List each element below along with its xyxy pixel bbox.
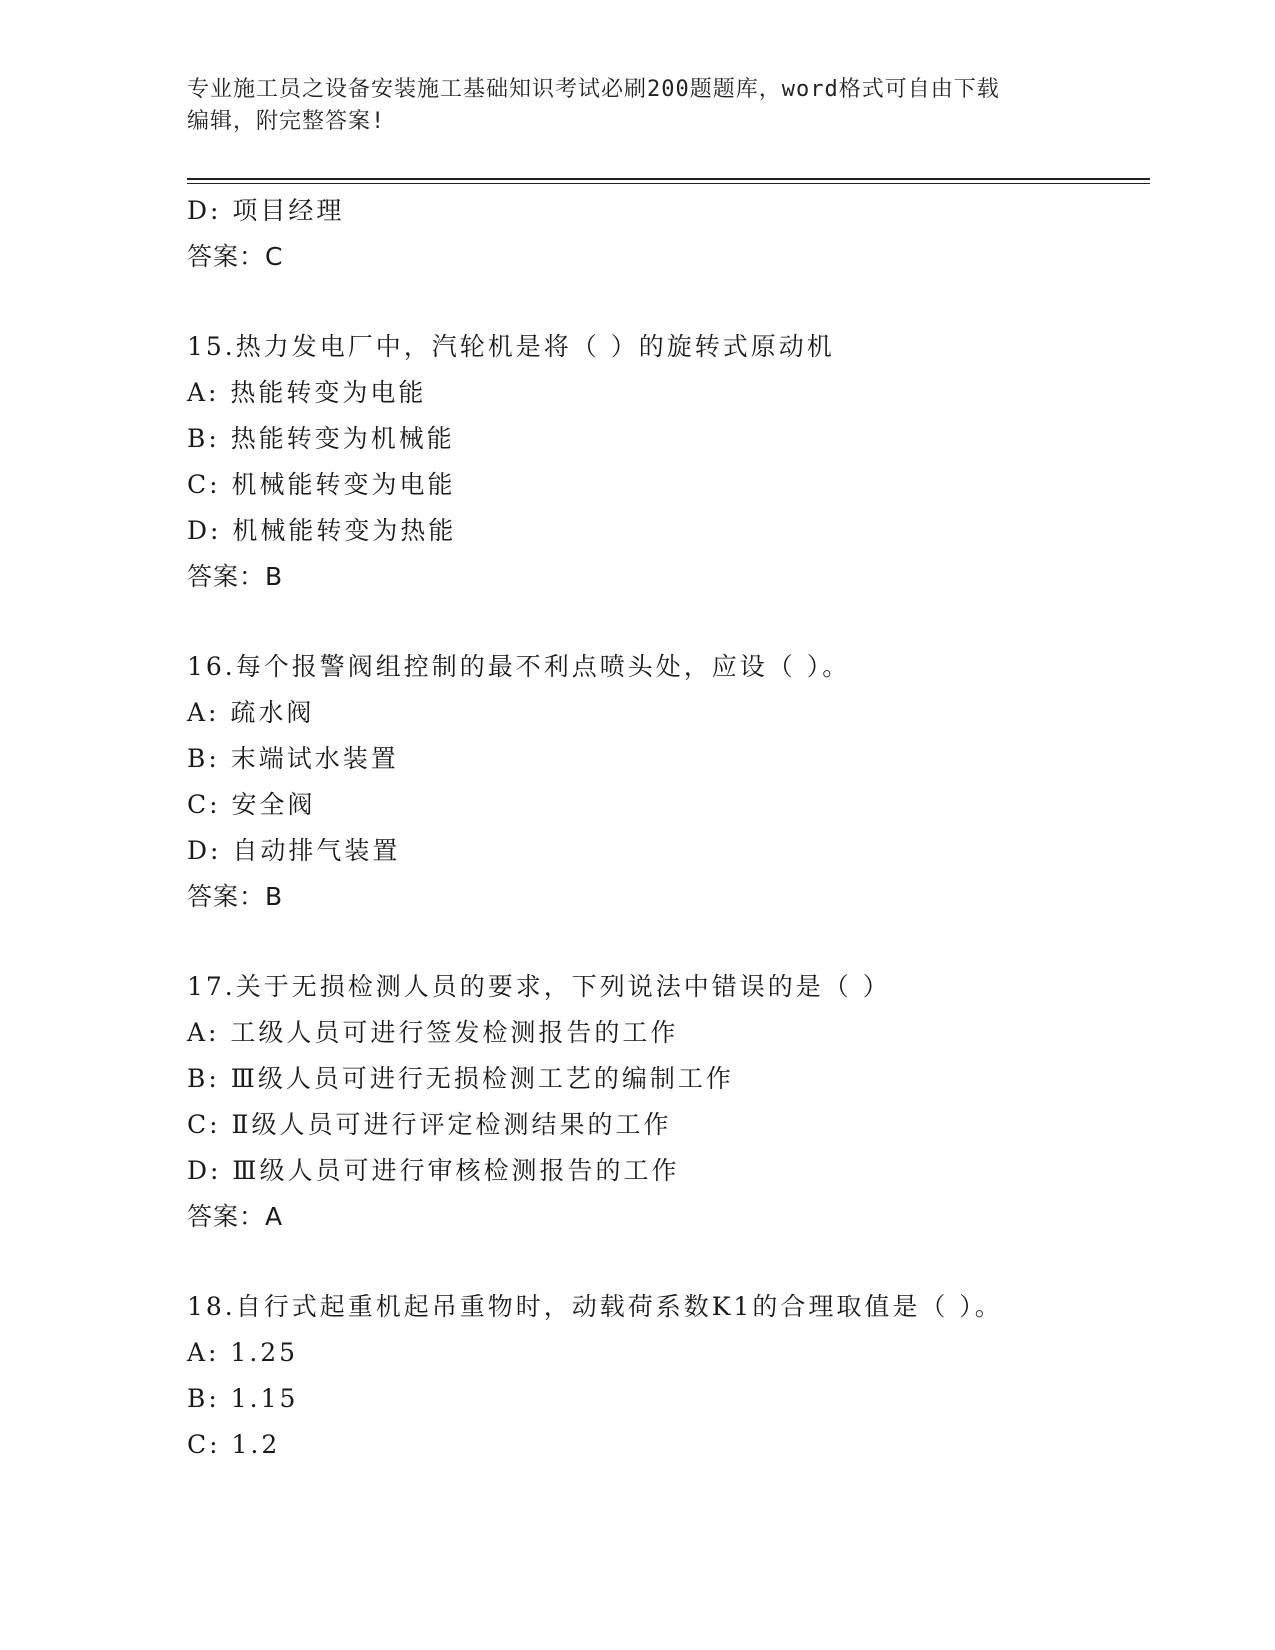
question-stem: 16.每个报警阀组控制的最不利点喷头处，应设（ ）。	[187, 652, 851, 681]
spacer	[187, 1240, 1147, 1284]
question-18	[187, 1284, 1147, 1468]
option-a: A: 热能转变为电能	[187, 378, 427, 407]
answer: 答案：A	[187, 1202, 284, 1231]
question-14-partial	[187, 188, 1147, 280]
question-15	[187, 324, 1147, 600]
spacer	[187, 600, 1147, 644]
answer: 答案：B	[187, 562, 284, 591]
option-b: B: 1.15	[187, 1384, 299, 1413]
option-d: D: 自动排气装置	[187, 836, 401, 865]
header-divider-thin	[187, 183, 1150, 184]
option-d: D: 机械能转变为热能	[187, 516, 457, 545]
spacer	[187, 920, 1147, 964]
option-c: C: Ⅱ级人员可进行评定检测结果的工作	[187, 1110, 672, 1139]
header-title-line-2: 编辑，附完整答案!	[187, 109, 386, 134]
page-header	[187, 74, 1077, 138]
option-c: C: 安全阀	[187, 790, 316, 819]
option-b: B: 热能转变为机械能	[187, 424, 455, 453]
option-a: A: 疏水阀	[187, 698, 315, 727]
option-c: C: 机械能转变为电能	[187, 470, 456, 499]
option-c: C: 1.2	[187, 1430, 281, 1459]
answer: 答案：C	[187, 242, 284, 271]
question-list	[187, 188, 1147, 1468]
spacer	[187, 280, 1147, 324]
option-a: A: 工级人员可进行签发检测报告的工作	[187, 1018, 679, 1047]
question-17	[187, 964, 1147, 1240]
option-b: B: Ⅲ级人员可进行无损检测工艺的编制工作	[187, 1064, 734, 1093]
option-a: A: 1.25	[187, 1338, 299, 1367]
option-b: B: 末端试水装置	[187, 744, 399, 773]
question-stem: 17.关于无损检测人员的要求，下列说法中错误的是（ ）	[187, 972, 891, 1001]
question-stem: 18.自行式起重机起吊重物时，动载荷系数K1的合理取值是（ ）。	[187, 1292, 1003, 1321]
header-divider-thick	[187, 178, 1150, 180]
option-d: D: Ⅲ级人员可进行审核检测报告的工作	[187, 1156, 680, 1185]
header-title-line-1: 专业施工员之设备安装施工基础知识考试必刷200题题库，word格式可自由下载	[187, 77, 1000, 102]
answer: 答案：B	[187, 882, 284, 911]
question-16	[187, 644, 1147, 920]
option-d: D: 项目经理	[187, 196, 345, 225]
question-stem: 15.热力发电厂中，汽轮机是将（ ）的旋转式原动机	[187, 332, 835, 361]
